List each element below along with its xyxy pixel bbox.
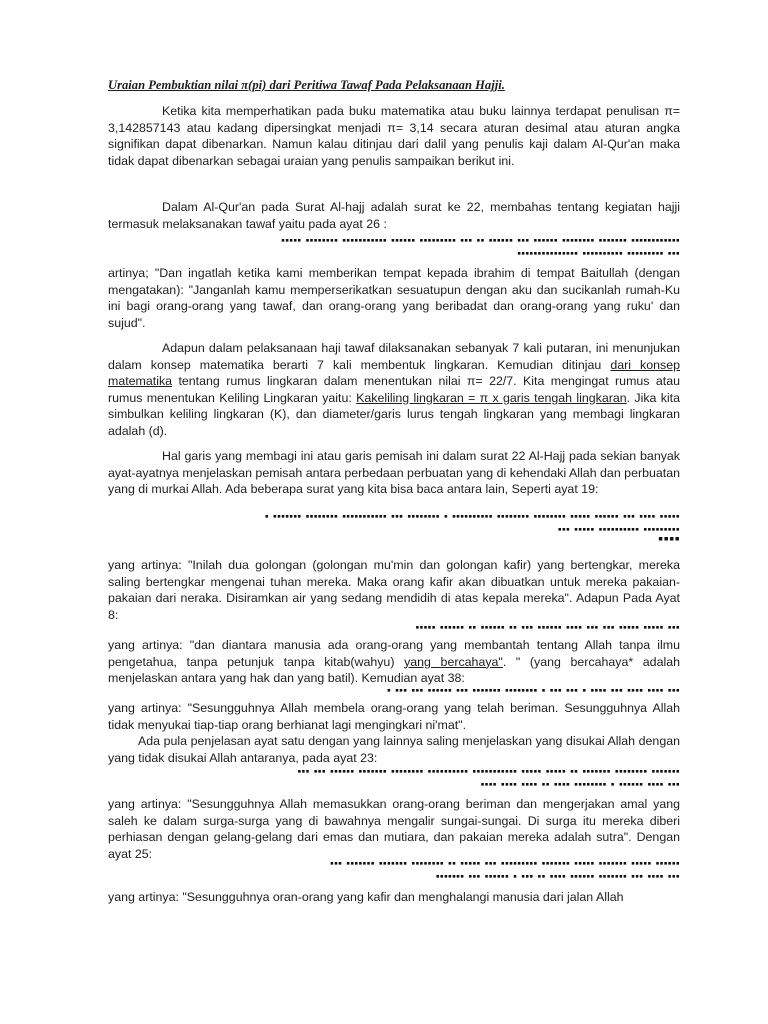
arabic-line: ▪▪▪ ▪▪▪ ▪▪▪▪▪▪ ▪▪▪▪▪▪▪ ▪▪▪▪▪▪▪▪ ▪▪▪▪▪▪▪▪▪▪ ▪▪▪▪▪▪▪▪▪▪▪ ▪▪▪▪▪ ▪▪▪▪▪ ▪▪ ▪▪▪▪▪▪▪ ▪▪▪▪▪▪▪▪ ▪▪▪▪▪▪▪	[297, 767, 680, 775]
arabic-line: ▪▪▪▪▪ ▪▪▪▪▪▪ ▪▪ ▪▪▪▪▪▪ ▪▪ ▪▪▪ ▪▪▪▪▪▪ ▪▪▪▪ ▪▪▪ ▪▪▪ ▪▪▪▪▪ ▪▪▪▪▪ ▪▪▪	[415, 623, 680, 631]
translation-verse-23: yang artinya: "Sesungguhnya Allah memasukkan orang-orang beriman dan mengerjakan amal yang saleh ke dalam surga-surga yang di bawahnya mengalir sungai-sungai. Di surga itu mereka diberi perhiasan dengan gelang-gelang dari emas dan mutiara, dan pakaian mereka adalah sutra". Dengan ayat 25:	[108, 797, 680, 861]
arabic-line: ▪▪▪▪ ▪▪▪▪ ▪▪▪▪ ▪▪ ▪▪▪▪ ▪▪▪▪▪▪▪▪ ▪ ▪▪▪▪▪▪ ▪▪▪▪ ▪▪▪	[480, 779, 680, 788]
translation-verse-26: artinya; "Dan ingatlah ketika kami memberikan tempat kepada ibrahim di tempat Baitullah (dengan mengatakan): "Janganlah kamu memperserikatkan sesuatupun dengan aku dan sucikanlah rumah-Ku ini bagi orang-orang yang tawaf, dan orang-orang yang beribadat dan orang-orang yang ruku' dan sujud".	[108, 266, 680, 330]
translation-verse-25: yang artinya: "Sesungguhnya oran-orang yang kafir dan menghalangi manusia dari jalan Allah	[108, 890, 624, 904]
arabic-verse-19	[108, 512, 680, 547]
arabic-verse-23	[108, 767, 680, 792]
arabic-verse-marker: ▪▪▪▪	[657, 534, 680, 544]
arabic-line: ▪ ▪▪▪ ▪▪▪ ▪▪▪▪▪▪ ▪▪▪ ▪▪▪▪▪▪▪ ▪▪▪▪▪▪▪▪ ▪ ▪▪▪ ▪▪▪ ▪ ▪▪▪▪ ▪▪▪ ▪▪▪▪ ▪▪▪▪ ▪▪▪	[386, 686, 680, 694]
translation-verse-19: yang artinya: "Inilah dua golongan (golongan mu'min dan golongan kafir) yang bertengkar, mereka saling bertengkar mengenai tuhan mereka. Maka orang kafir akan dibuatkan untuk mereka pakaian-pakaian dari neraka. Disiramkan air yang sedang mendidih di atas kepala mereka". Adapun Pada Ayat 8:	[108, 558, 680, 622]
arabic-line: ▪ ▪▪▪▪▪▪▪ ▪▪▪▪▪▪▪▪ ▪▪▪▪▪▪▪▪▪▪▪ ▪▪▪ ▪▪▪▪▪▪▪▪ ▪ ▪▪▪▪▪▪▪▪▪▪ ▪▪▪▪▪▪▪▪ ▪▪▪▪▪▪▪▪ ▪▪▪▪▪ ▪▪▪▪▪▪ ▪▪▪ ▪▪▪▪ ▪▪▪▪▪	[264, 512, 680, 520]
arabic-verse-38	[108, 686, 680, 699]
translation-verse-38: yang artinya: "Sesungguhnya Allah membela orang-orang yang telah beriman. Sesungguhnya Allah tidak menyukai tiap-tiap orang berhianat lagi mengingkari ni'mat".	[108, 701, 680, 732]
underlined-phrase: dari konsep matematika	[108, 357, 681, 388]
paragraph-dividing-line: Hal garis yang membagi ini atau garis pemisah ini dalam surat 22 Al-Hajj pada sekian banyak ayat-ayatnya menjelaskan pemisah antara perbedaan perbuatan yang di kehendaki Allah dan perbuatan yang di murkai Allah. Ada beberapa surat yang kita bisa baca antara lain, Seperti ayat 19:	[108, 449, 680, 496]
arabic-line: ▪▪▪▪▪▪▪ ▪▪▪ ▪▪▪▪▪▪ ▪ ▪▪▪ ▪▪ ▪▪▪▪ ▪▪▪▪▪▪ ▪▪▪▪▪▪▪ ▪▪▪ ▪▪▪▪ ▪▪▪	[435, 871, 680, 880]
arabic-verse-25	[108, 859, 680, 884]
arabic-line: ▪▪▪ ▪▪▪▪▪▪▪ ▪▪▪▪▪▪▪ ▪▪▪▪▪▪▪▪ ▪▪ ▪▪▪▪▪ ▪▪▪ ▪▪▪▪▪▪▪▪▪ ▪▪▪▪▪▪▪ ▪▪▪▪▪ ▪▪▪▪▪▪▪ ▪▪▪▪▪ ▪▪▪▪▪▪	[330, 859, 680, 867]
arabic-line: ▪▪▪▪▪▪▪▪▪▪▪▪▪▪▪ ▪▪▪▪▪▪▪▪▪▪ ▪▪▪▪▪▪▪▪▪ ▪▪▪	[517, 248, 680, 257]
arabic-verse-8	[108, 623, 680, 636]
translation-verse-8: yang artinya: "dan diantara manusia ada orang-orang yang membantah tentang Allah tanpa ilmu pengetahua, tanpa petunjuk tanpa kitab(wahyu) yang bercahaya". " (yang bercahaya* adalah menjelaskan antara yang hak dan yang batil). Kemudian ayat 38:	[108, 638, 681, 685]
paragraph-surat-al-hajj: Dalam Al-Qur'an pada Surat Al-hajj adalah surat ke 22, membahas tentang kegiatan hajji termasuk melaksanakan tawaf yaitu pada ayat 26 :	[108, 200, 680, 231]
arabic-verse-26	[108, 236, 680, 261]
paragraph-tawaf-circle: Adapun dalam pelaksanaan haji tawaf dilaksanakan sebanyak 7 kali putaran, ini menunjukan dalam konsep matematika berarti 7 kali membentuk lingkaran. Kemudian ditinjau dari konsep matematika tentang rumus lingkaran dalam menentukan nilai π= 22/7. Kita mengingat rumus atau rumus menentukan Keliling Lingkaran yaitu: Kakeliling lingkaran = π x garis tengah lingkaran. Jika kita simbulkan keliling lingkaran (K), dan diameter/garis lurus tengah lingkaran yang membagi lingkaran adalah (d).	[108, 341, 681, 438]
arabic-line: ▪▪▪▪▪ ▪▪▪▪▪▪▪▪ ▪▪▪▪▪▪▪▪▪▪▪ ▪▪▪▪▪▪ ▪▪▪▪▪▪▪▪▪ ▪▪▪ ▪▪ ▪▪▪▪▪▪ ▪▪▪ ▪▪▪▪▪▪ ▪▪▪▪▪▪▪▪ ▪▪▪▪▪▪▪ ▪▪▪▪▪▪▪▪▪▪▪▪	[281, 236, 680, 244]
paragraph-intro: Ketika kita memperhatikan pada buku matematika atau buku lainnya terdapat penulisan π= 3,142857143 atau kadang dipersingkat menjadi π= 3,14 secara aturan desimal atau aturan angka signifikan dapat dibenarkan. Namun kalau ditinjau dari dalil yang penulis kaji dalam Al-Qur'an maka tidak dapat dibenarkan sebagai uraian yang penulis sampaikan berikut ini.	[108, 104, 680, 168]
paragraph-explanation: Ada pula penjelasan ayat satu dengan yang lainnya saling menjelaskan yang disukai Allah dengan yang tidak disukai Allah antaranya, pada ayat 23:	[108, 734, 680, 765]
document-title: Uraian Pembuktian nilai π(pi) dari Peritiwa Tawaf Pada Pelaksanaan Hajji.	[108, 78, 505, 92]
underlined-formula: Kakeliling lingkaran = π x garis tengah lingkaran	[356, 390, 627, 405]
arabic-line: ▪▪▪ ▪▪▪▪▪ ▪▪▪▪▪▪▪▪▪▪ ▪▪▪▪▪▪▪▪▪	[557, 524, 680, 533]
underlined-phrase: yang bercahaya"	[404, 654, 503, 669]
